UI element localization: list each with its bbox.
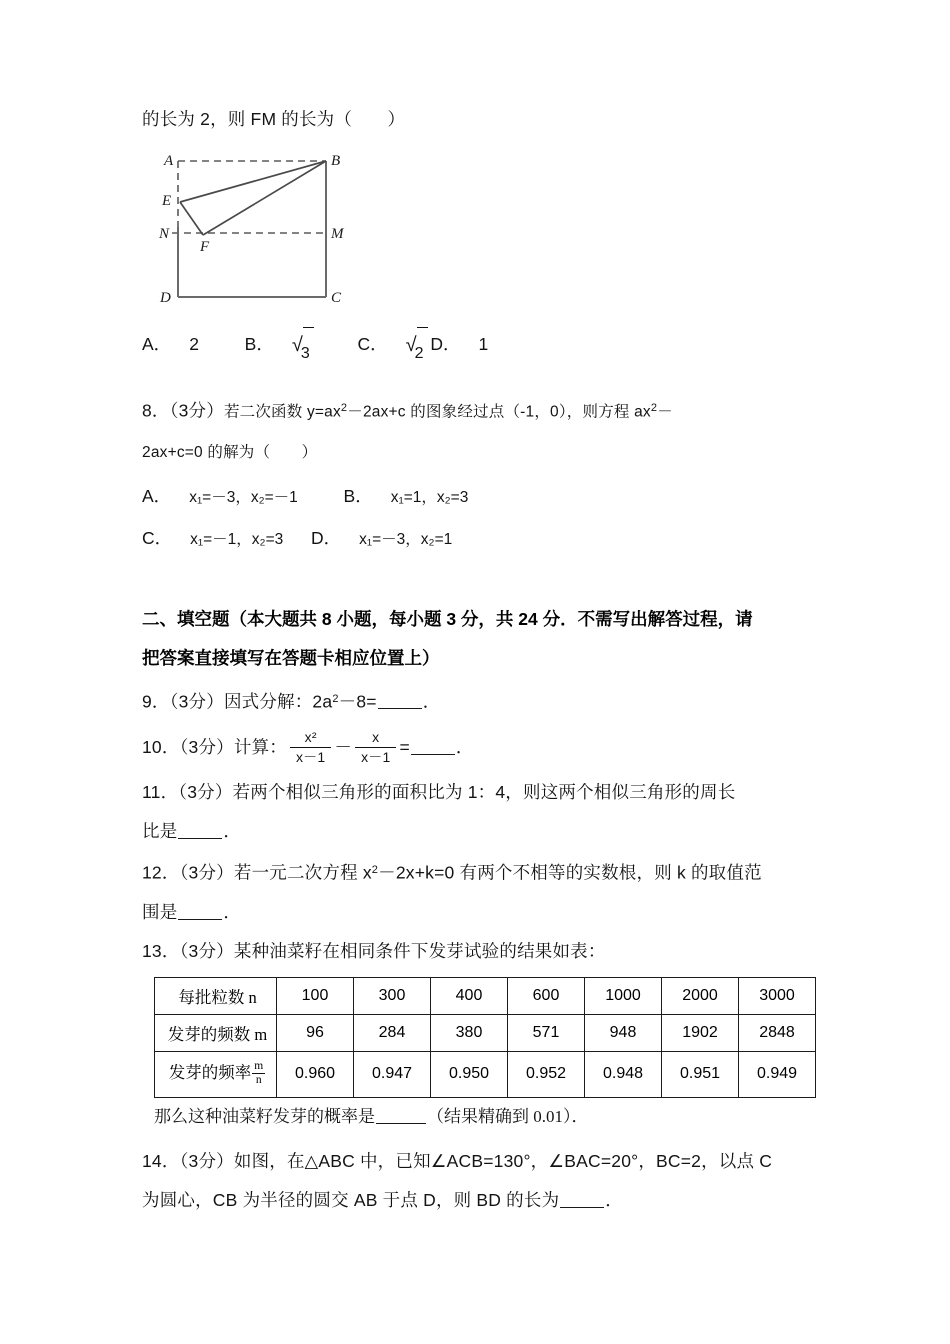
question-11-text-line1: 若两个相似三角形的面积比为 1：4，则这两个相似三角形的周长 — [232, 782, 736, 802]
fraction-2-denominator: x－1 — [361, 748, 391, 765]
question-10 — [142, 721, 820, 773]
choice-8-c-x1: x₁=－1， — [190, 530, 252, 548]
choice-7-a-key: A． — [142, 334, 172, 354]
question-9-points: （3分） — [169, 691, 224, 711]
cell-batch-4: 600 — [508, 977, 585, 1014]
choice-7-d[interactable] — [430, 334, 488, 354]
table-row-batch-size — [155, 977, 816, 1014]
choice-8-c-x2: x₂=3 — [251, 530, 284, 548]
figure-label-d: D — [160, 290, 171, 306]
question-14-period: ． — [605, 1189, 623, 1210]
question-14-points: （3分） — [179, 1150, 234, 1171]
choice-7-b-key: B． — [244, 334, 274, 354]
question-12-period: ． — [223, 901, 242, 922]
question-14-line1 — [142, 1142, 820, 1181]
cell-rate-5: 0.948 — [585, 1051, 662, 1097]
question-9 — [142, 680, 820, 722]
choice-7-c-value: 2 — [414, 345, 424, 362]
cell-rate-2: 0.947 — [354, 1051, 431, 1097]
choice-8-b-key: B． — [343, 485, 373, 506]
choice-8-d-x2: x₂=1 — [420, 530, 453, 548]
choice-8-b[interactable] — [344, 486, 469, 506]
choice-8-d-key: D． — [311, 527, 342, 548]
cell-batch-3: 400 — [431, 977, 508, 1014]
row-header-germination-rate — [155, 1051, 277, 1097]
cell-count-1: 96 — [277, 1014, 354, 1051]
question-8-text-a: 若二次函数 y=ax — [223, 403, 341, 421]
choice-7-c-key: C． — [357, 334, 388, 354]
cell-rate-1: 0.960 — [277, 1051, 354, 1097]
question-8-sup-2: 2 — [650, 402, 658, 414]
question-10-number: 10． — [142, 737, 180, 757]
question-14-text-line2: 为圆心，CB 为半径的圆交 AB 于点 D，则 BD 的长为 — [142, 1189, 560, 1210]
question-9-text-a: 因式分解：2a — [223, 691, 333, 711]
question-8-text-c: － — [657, 403, 673, 421]
question-13-stem — [142, 932, 820, 971]
question-11-period: ． — [223, 821, 242, 841]
cell-rate-3: 0.950 — [431, 1051, 508, 1097]
fraction-1-denominator: x－1 — [295, 748, 326, 765]
question-9-number: 9． — [142, 691, 170, 711]
question-9-text-b: －8= — [338, 691, 377, 711]
choice-8-c-key: C． — [142, 527, 173, 548]
question-8-stem — [142, 389, 820, 432]
fraction-2-numerator: x — [355, 729, 396, 748]
cell-count-3: 380 — [431, 1014, 508, 1051]
cell-count-6: 1902 — [662, 1014, 739, 1051]
choice-7-b-value: 3 — [300, 345, 310, 362]
choice-7-d-value: 1 — [478, 334, 489, 354]
cell-batch-2: 300 — [354, 977, 431, 1014]
question-11-text-line2: 比是 — [142, 821, 178, 841]
cell-rate-6: 0.951 — [662, 1051, 739, 1097]
row-header-germination-count: 发芽的频数 m — [155, 1014, 277, 1051]
choice-7-b[interactable] — [244, 334, 312, 362]
section-2-heading — [142, 600, 820, 678]
question-9-period: ． — [422, 691, 441, 711]
cell-batch-1: 100 — [277, 977, 354, 1014]
question-13-answer-blank[interactable] — [376, 1108, 426, 1124]
question-12-text-a: 若一元二次方程 x — [233, 862, 372, 883]
table-row-germination-count — [155, 1014, 816, 1051]
choice-8-a-x2: x₂=－1 — [250, 488, 298, 506]
question-12-line1 — [142, 851, 820, 893]
question-12-line2 — [142, 893, 820, 932]
choice-7-c[interactable] — [357, 334, 426, 362]
sqrt-symbol-b: √ 3 — [292, 325, 312, 367]
question-9-answer-blank[interactable] — [378, 693, 422, 709]
question-13-after-table — [154, 1100, 820, 1134]
question-12-text-line2: 围是 — [142, 901, 178, 922]
question-7-choices — [142, 324, 820, 367]
cell-rate-7: 0.949 — [739, 1051, 816, 1097]
figure-label-a: A — [164, 153, 174, 169]
cell-batch-7: 3000 — [739, 977, 816, 1014]
figure-label-b: B — [331, 153, 341, 169]
question-8-number: 8． — [142, 400, 170, 421]
cell-count-5: 948 — [585, 1014, 662, 1051]
choice-7-d-key: D． — [430, 334, 461, 354]
question-9-sup: 2 — [332, 692, 339, 705]
question-14-text-line1: 如图，在△ABC 中，已知∠ACB=130°，∠BAC=20°，BC=2，以点 C — [233, 1150, 773, 1171]
choice-8-d[interactable] — [311, 528, 452, 548]
cell-count-7: 2848 — [739, 1014, 816, 1051]
choice-7-a[interactable] — [142, 334, 199, 354]
question-8-line2-text: 2ax+c=0 的解为（ ） — [142, 443, 318, 461]
choice-8-d-x1: x₁=－3， — [359, 530, 421, 548]
question-11-answer-blank[interactable] — [178, 823, 222, 839]
question-12-text-b: －2x+k=0 有两个不相等的实数根，则 k 的取值范 — [378, 862, 762, 883]
question-13-text: 某种油菜籽在相同条件下发芽试验的结果如表： — [233, 940, 606, 961]
question-12-sup: 2 — [371, 864, 379, 876]
section-2-heading-line1: 二、填空题（本大题共 8 小题，每小题 3 分，共 24 分．不需写出解答过程，请 — [142, 608, 753, 629]
question-8-choices-row-2 — [142, 518, 820, 560]
question-11-points: （3分） — [178, 782, 233, 802]
rate-fraction-numerator: m — [252, 1060, 265, 1075]
cell-count-4: 571 — [508, 1014, 585, 1051]
choice-8-b-x2: x₂=3 — [436, 488, 469, 506]
cell-rate-4: 0.952 — [508, 1051, 585, 1097]
table-row-germination-rate — [155, 1051, 816, 1097]
row-header-germination-rate-text: 发芽的频率 — [168, 1063, 252, 1083]
question-12-number: 12． — [142, 862, 180, 883]
question-11-number: 11． — [142, 782, 179, 802]
cell-batch-6: 2000 — [662, 977, 739, 1014]
question-7-figure — [150, 143, 380, 318]
figure-label-m: M — [331, 226, 344, 242]
rate-fraction — [252, 1060, 265, 1088]
question-13-number: 13． — [142, 940, 180, 961]
question-10-answer-blank[interactable] — [411, 739, 455, 755]
cell-batch-5: 1000 — [585, 977, 662, 1014]
question-11-line2 — [142, 812, 820, 851]
question-10-equals: = — [399, 737, 410, 757]
rate-fraction-denominator: n — [255, 1074, 262, 1087]
choice-7-a-value: 2 — [189, 334, 199, 354]
question-12-answer-blank[interactable] — [178, 903, 222, 919]
fraction-1-numerator: x² — [290, 729, 331, 748]
question-8-sup-1: 2 — [340, 402, 348, 414]
question-8-points: （3分） — [169, 400, 224, 421]
figure-label-f: F — [200, 239, 210, 255]
question-10-points: （3分） — [179, 737, 234, 757]
segment-bf — [203, 161, 326, 235]
question-14-line2 — [142, 1181, 820, 1220]
row-header-batch-size: 每批粒数 n — [155, 977, 277, 1014]
figure-label-e: E — [162, 193, 172, 209]
question-10-minus: － — [334, 737, 353, 757]
question-8-stem-line2 — [142, 432, 820, 472]
figure-label-c: C — [331, 290, 342, 306]
choice-8-a-key: A． — [142, 485, 172, 506]
choice-8-c[interactable] — [142, 528, 283, 548]
question-8-choices-row-1 — [142, 476, 820, 518]
question-8-text-b: －2ax+c 的图象经过点（-1，0），则方程 ax — [347, 403, 651, 421]
choice-8-a-x1: x₁=－3， — [189, 488, 251, 506]
rectangle-abcd-folding-figure — [150, 143, 380, 318]
figure-label-n: N — [159, 226, 170, 242]
segment-eb — [180, 161, 326, 202]
question-14-number: 14． — [142, 1150, 180, 1171]
segment-ef — [180, 202, 203, 235]
question-10-period: ． — [455, 737, 474, 757]
sqrt-symbol-c: √ 2 — [406, 325, 426, 367]
section-2-heading-line2: 把答案直接填写在答题卡相应位置上） — [142, 647, 440, 668]
choice-8-b-x1: x₁=1， — [390, 488, 437, 506]
question-13-points: （3分） — [179, 940, 234, 961]
choice-8-a[interactable] — [142, 486, 298, 506]
question-12-points: （3分） — [179, 862, 234, 883]
question-11-line1 — [142, 773, 820, 812]
question-10-fraction-2 — [355, 729, 396, 765]
question-14-answer-blank[interactable] — [560, 1191, 604, 1207]
question-13-after-table-text-a: 那么这种油菜籽发芽的概率是 — [154, 1106, 375, 1126]
question-10-text-a: 计算： — [233, 737, 287, 757]
germination-experiment-table — [154, 977, 816, 1098]
question-13-after-table-text-b: （结果精确到 0.01）． — [427, 1106, 589, 1126]
question-10-fraction-1 — [290, 729, 331, 765]
question-7-stem-tail: 的长为 2，则 FM 的长为（ ） — [142, 109, 406, 129]
cell-count-2: 284 — [354, 1014, 431, 1051]
